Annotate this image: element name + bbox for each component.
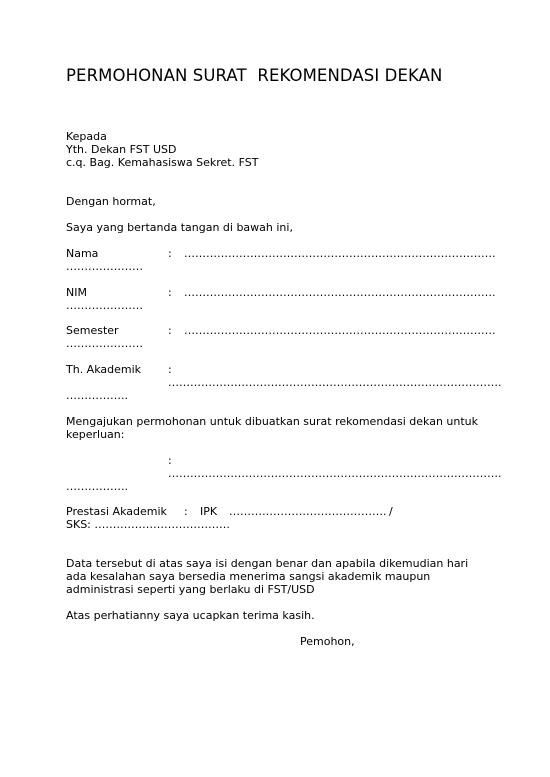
recipient-line-1: Kepada: [66, 130, 107, 143]
semester-dots: ………………………………………………………………………….: [184, 324, 496, 337]
prestasi-colon: :: [184, 505, 188, 518]
statement-line-2: ada kesalahan saya bersedia menerima sangsi akademik maupun: [66, 570, 431, 583]
recipient-line-2: Yth. Dekan FST USD: [66, 143, 177, 156]
nama-colon: :: [168, 247, 172, 260]
nama-label: Nama: [66, 247, 99, 260]
nim-dots-cont: …………………: [66, 299, 143, 312]
nama-dots-cont: …………………: [66, 260, 143, 273]
semester-colon: :: [168, 324, 172, 337]
keperluan-dots: ……………………………………………………………………………….: [168, 467, 502, 480]
ipk-slash: /: [389, 505, 393, 518]
semester-dots-cont: …………………: [66, 337, 143, 350]
akademik-dots-cont: ……………..: [66, 389, 128, 402]
keperluan-colon: :: [168, 454, 172, 467]
statement-line-1: Data tersebut di atas saya isi dengan benar dan apabila dikemudian hari: [66, 557, 469, 570]
page-title: PERMOHONAN SURAT REKOMENDASI DEKAN: [66, 66, 443, 85]
semester-label: Semester: [66, 324, 119, 337]
recipient-line-3: c.q. Bag. Kemahasiswa Sekret. FST: [66, 156, 259, 169]
request-line-1: Mengajukan permohonan untuk dibuatkan surat rekomendasi dekan untuk: [66, 415, 479, 428]
nim-dots: ………………………………………………………………………….: [184, 286, 496, 299]
sks-line: SKS: ……………………………….: [66, 518, 230, 531]
ipk-label: IPK: [200, 505, 218, 518]
akademik-colon: :: [168, 363, 172, 376]
keperluan-dots-cont: ……………..: [66, 480, 128, 493]
nama-dots: ………………………………………………………………………….: [184, 247, 496, 260]
akademik-label: Th. Akademik: [66, 363, 142, 376]
ipk-dots: …………………………………….: [229, 505, 387, 518]
akademik-dots: ……………………………………………………………………………….: [168, 376, 502, 389]
signature-label: Pemohon,: [300, 635, 355, 648]
greeting: Dengan hormat,: [66, 195, 156, 208]
prestasi-label: Prestasi Akademik: [66, 505, 167, 518]
closing-text: Atas perhatianny saya ucapkan terima kasih.: [66, 609, 315, 622]
request-line-2: keperluan:: [66, 428, 125, 441]
intro-text: Saya yang bertanda tangan di bawah ini,: [66, 221, 293, 234]
nim-colon: :: [168, 286, 172, 299]
statement-line-3: administrasi seperti yang berlaku di FST/USD: [66, 583, 315, 596]
nim-label: NIM: [66, 286, 87, 299]
